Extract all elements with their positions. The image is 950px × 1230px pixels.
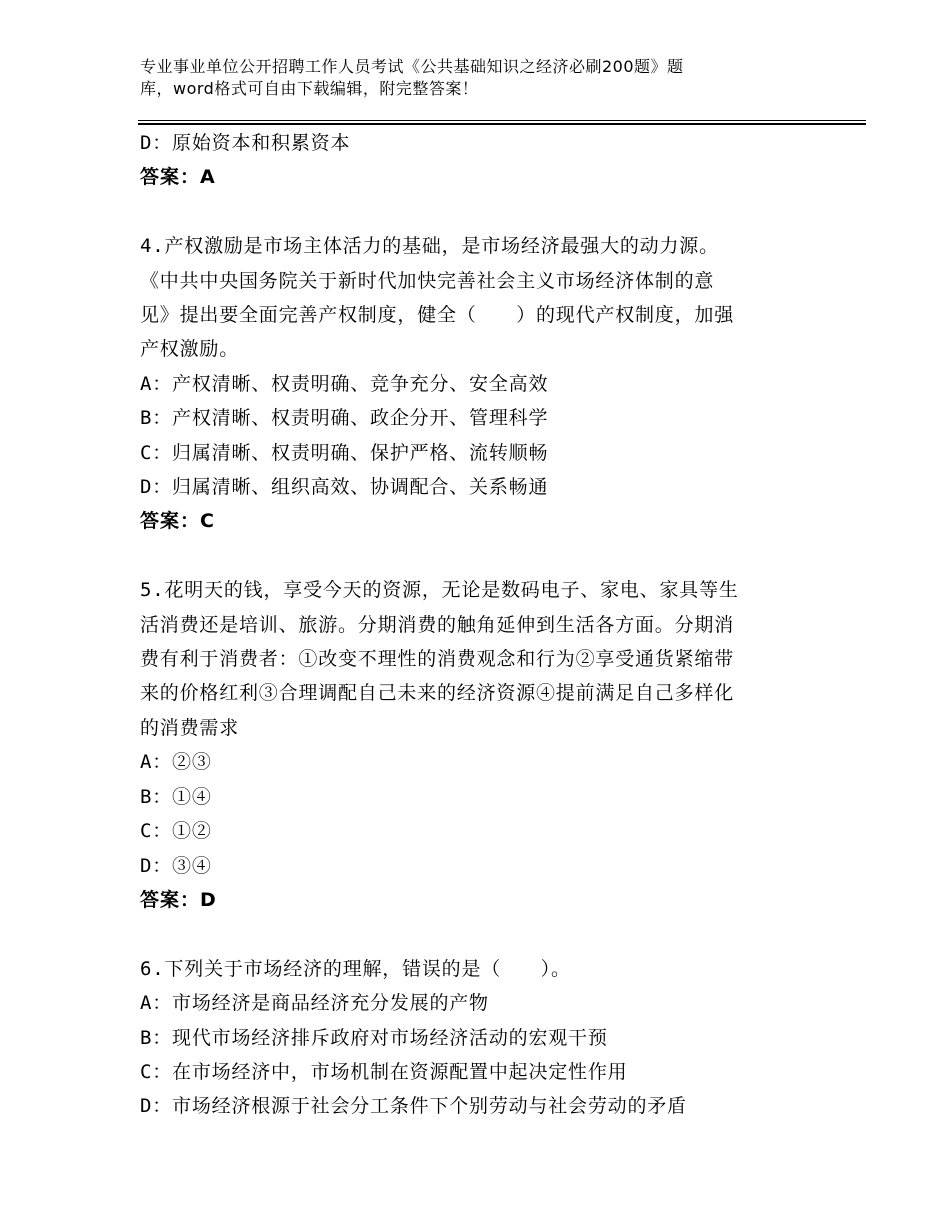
question-5 [140, 573, 820, 917]
option-b: B：①④ [140, 785, 212, 808]
question-stem-line: 费有利于消费者：①改变不理性的消费观念和行为②享受通货紧缩带 [140, 648, 735, 671]
option-c: C：在市场经济中，市场机制在资源配置中起决定性作用 [140, 1060, 628, 1083]
option-a: A：②③ [140, 751, 212, 774]
question-stem-line: 活消费还是培训、旅游。分期消费的触角延伸到生活各方面。分期消 [140, 613, 735, 636]
question-4 [140, 229, 820, 539]
option-a: A：市场经济是商品经济充分发展的产物 [140, 992, 489, 1015]
option-b: B：现代市场经济排斥政府对市场经济活动的宏观干预 [140, 1026, 608, 1049]
option-d: D：③④ [140, 854, 212, 877]
answer: 答案：A [140, 166, 216, 189]
question-stem-line: 5.花明天的钱，享受今天的资源，无论是数码电子、家电、家具等生 [140, 579, 739, 602]
option-a: A：产权清晰、权责明确、竞争充分、安全高效 [140, 372, 549, 395]
answer: 答案：D [140, 888, 217, 911]
question-stem-line: 产权激励。 [140, 338, 240, 361]
header-title-line-2: 库，word格式可自由下载编辑，附完整答案！ [140, 79, 479, 98]
question-3-tail [140, 126, 820, 195]
option-d: D：原始资本和积累资本 [140, 132, 351, 154]
option-c: C：①② [140, 820, 212, 843]
page-header [140, 56, 780, 100]
question-stem-line: 的消费需求 [140, 716, 240, 739]
question-6 [140, 952, 820, 1124]
question-stem-line: 4.产权激励是市场主体活力的基础，是市场经济最强大的动力源。 [140, 235, 719, 258]
header-title-line-1: 专业事业单位公开招聘工作人员考试《公共基础知识之经济必刷200题》题 [140, 57, 684, 76]
answer: 答案：C [140, 510, 215, 533]
option-b: B：产权清晰、权责明确、政企分开、管理科学 [140, 407, 549, 430]
question-stem-line: 见》提出要全面完善产权制度，健全（ ）的现代产权制度，加强 [140, 304, 735, 327]
option-d: D：归属清晰、组织高效、协调配合、关系畅通 [140, 476, 549, 499]
question-stem-line: 6.下列关于市场经济的理解，错误的是（ ）。 [140, 957, 571, 980]
option-d: D：市场经济根源于社会分工条件下个别劳动与社会劳动的矛盾 [140, 1095, 687, 1118]
header-divider [138, 120, 866, 125]
question-stem-line: 《中共中央国务院关于新时代加快完善社会主义市场经济体制的意 [140, 269, 715, 292]
question-stem-line: 来的价格红利③合理调配自己未来的经济资源④提前满足自己多样化 [140, 682, 735, 705]
option-c: C：归属清晰、权责明确、保护严格、流转顺畅 [140, 441, 549, 464]
document-body [140, 126, 820, 1124]
